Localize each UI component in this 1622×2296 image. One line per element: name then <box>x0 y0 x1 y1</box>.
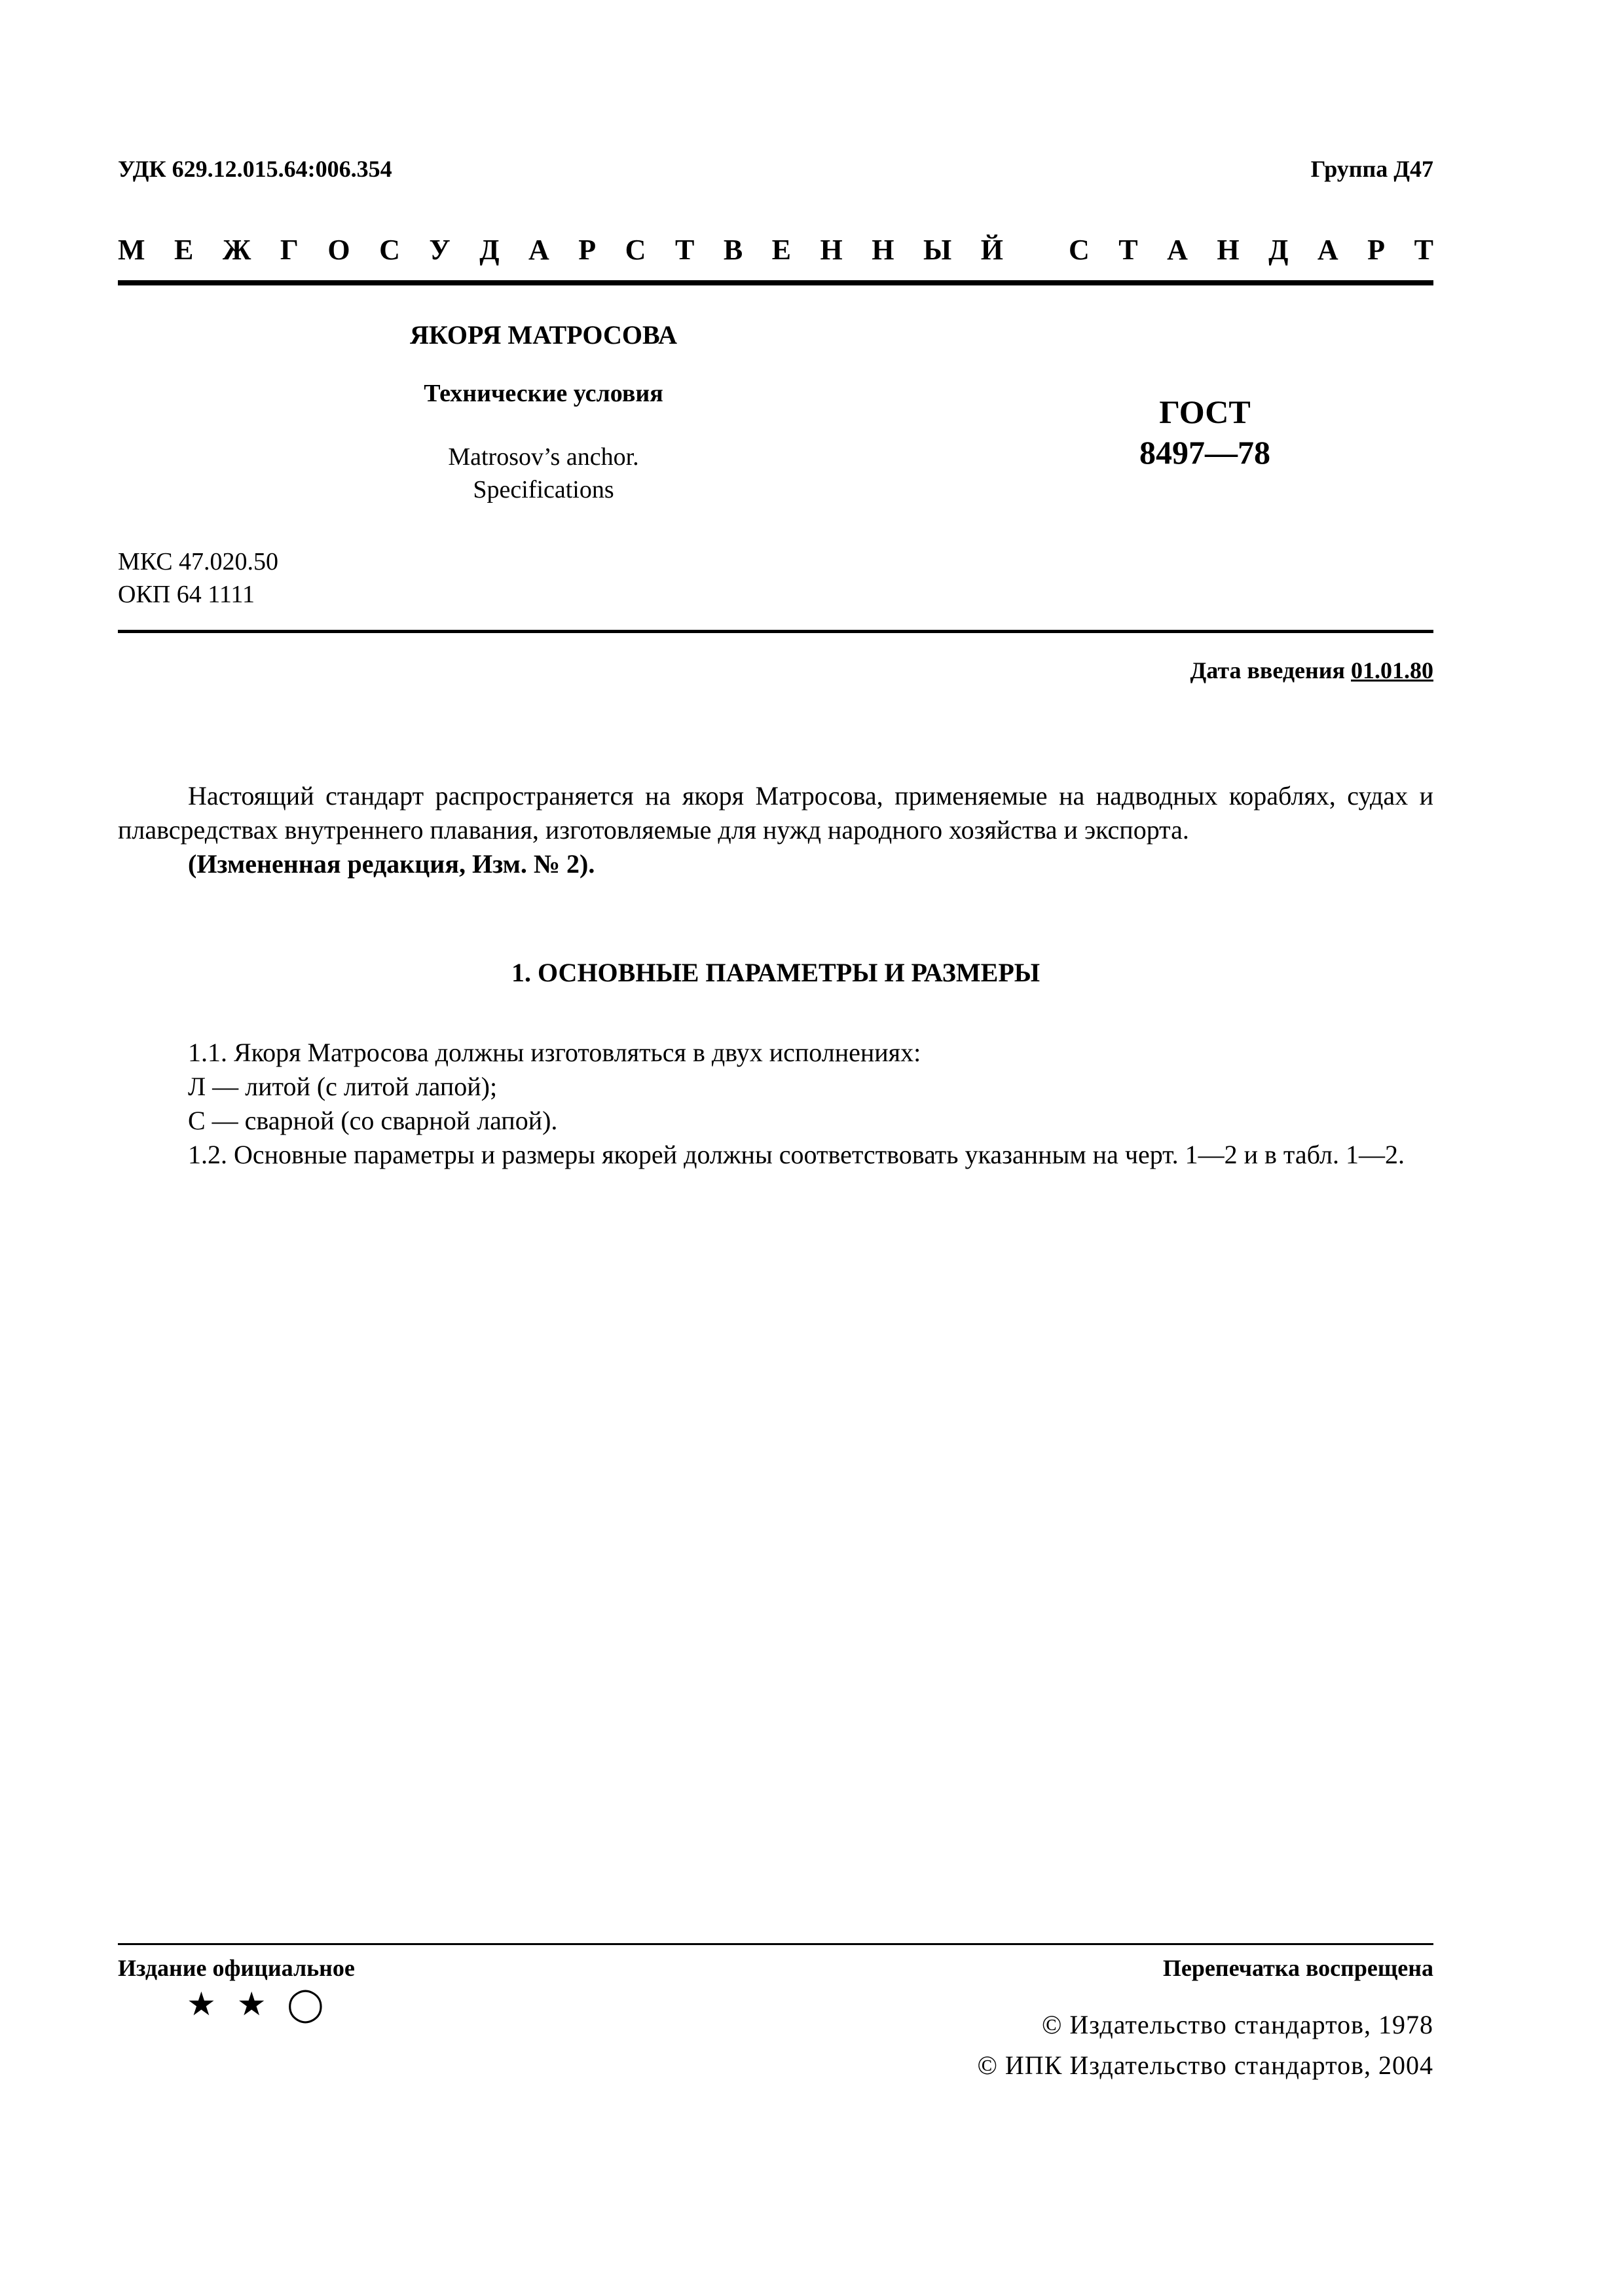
variant-welded: С — сварной (со сварной лапой). <box>188 1106 558 1135</box>
banner-letter: С <box>1068 234 1090 266</box>
banner-letter: Р <box>1367 234 1386 266</box>
banner-letter: Р <box>578 234 597 266</box>
banner-letter: Н <box>820 234 843 266</box>
banner-letter: Т <box>1118 234 1138 266</box>
banner-letter: Д <box>479 234 500 266</box>
official-edition-label: Издание официальное <box>118 1955 355 1981</box>
mks-code: МКС 47.020.50 <box>118 548 279 575</box>
gost-number <box>1074 392 1336 473</box>
scope-section <box>118 779 1433 881</box>
banner-letter: Е <box>771 234 792 266</box>
document-title: ЯКОРЯ МАТРОСОВА <box>410 320 677 350</box>
classification-codes <box>118 545 278 611</box>
edition-stars: ★ ★ ◯ <box>187 1985 329 2023</box>
banner-letter: Д <box>1268 234 1289 266</box>
banner-letter: М <box>118 234 145 266</box>
banner-letter: Е <box>174 234 194 266</box>
banner-letter: А <box>1167 234 1188 266</box>
banner-letter: В <box>723 234 743 266</box>
banner-letter: Т <box>1414 234 1433 266</box>
english-title-line2: Specifications <box>473 476 614 503</box>
banner-gap <box>1032 233 1039 266</box>
okp-code: ОКП 64 1111 <box>118 581 255 608</box>
section-1-heading: 1. ОСНОВНЫЕ ПАРАМЕТРЫ И РАЗМЕРЫ <box>511 958 1041 987</box>
banner-letter: С <box>625 234 646 266</box>
banner-letter: Г <box>280 234 299 266</box>
copyright-block <box>978 2005 1433 2086</box>
english-title-line1: Matrosov’s anchor. <box>448 443 639 471</box>
amendment-note: (Измененная редакция, Изм. № 2). <box>188 849 595 879</box>
introduction-date-label: Дата введения <box>1190 657 1345 683</box>
banner-letter: А <box>1317 234 1338 266</box>
title-rule <box>118 630 1433 633</box>
scope-paragraph: Настоящий стандарт распространяется на якоря Матросова, применяемые на надводных кораблях, судах и плавсредствах внутреннего плавания, изготовляемые для нужд народного хозяйства и экспорта. <box>118 781 1433 845</box>
gost-label: ГОСТ <box>1159 393 1251 430</box>
banner-letter: Ж <box>222 234 251 266</box>
copyright-1978: © Издательство стандартов, 1978 <box>1041 2010 1433 2039</box>
udk-code: УДК 629.12.015.64:006.354 <box>118 156 392 182</box>
title-block <box>314 319 773 506</box>
banner-letter: А <box>528 234 549 266</box>
banner-letter: С <box>379 234 400 266</box>
section-1-body <box>118 1036 1433 1172</box>
group-code: Группа Д47 <box>1310 156 1433 182</box>
header-rule <box>118 280 1433 285</box>
reprint-prohibited-label: Перепечатка воспрещена <box>1162 1955 1433 1981</box>
english-title <box>314 441 773 506</box>
copyright-2004: © ИПК Издательство стандартов, 2004 <box>977 2050 1433 2080</box>
banner-letter: Н <box>872 234 894 266</box>
introduction-date-value: 01.01.80 <box>1351 657 1433 683</box>
banner-letter: Т <box>674 234 695 266</box>
banner-letter: Н <box>1217 234 1240 266</box>
banner-letter: У <box>429 234 451 266</box>
footer-rule <box>118 1943 1433 1945</box>
interstate-standard-banner <box>118 233 1433 266</box>
clause-1-1: 1.1. Якоря Матросова должны изготовляться в двух исполнениях: <box>188 1038 921 1067</box>
document-subtitle: Технические условия <box>424 380 663 407</box>
variant-cast: Л — литой (с литой лапой); <box>188 1072 498 1101</box>
banner-letter: Й <box>980 234 1003 266</box>
banner-letter: Ы <box>923 234 952 266</box>
gost-designation: 8497—78 <box>1139 434 1270 471</box>
clause-1-2: 1.2. Основные параметры и размеры якорей должны соответствовать указанным на черт. 1—2 и в табл. 1—2. <box>188 1140 1405 1169</box>
banner-letter: О <box>327 234 350 266</box>
introduction-date <box>1190 657 1434 684</box>
